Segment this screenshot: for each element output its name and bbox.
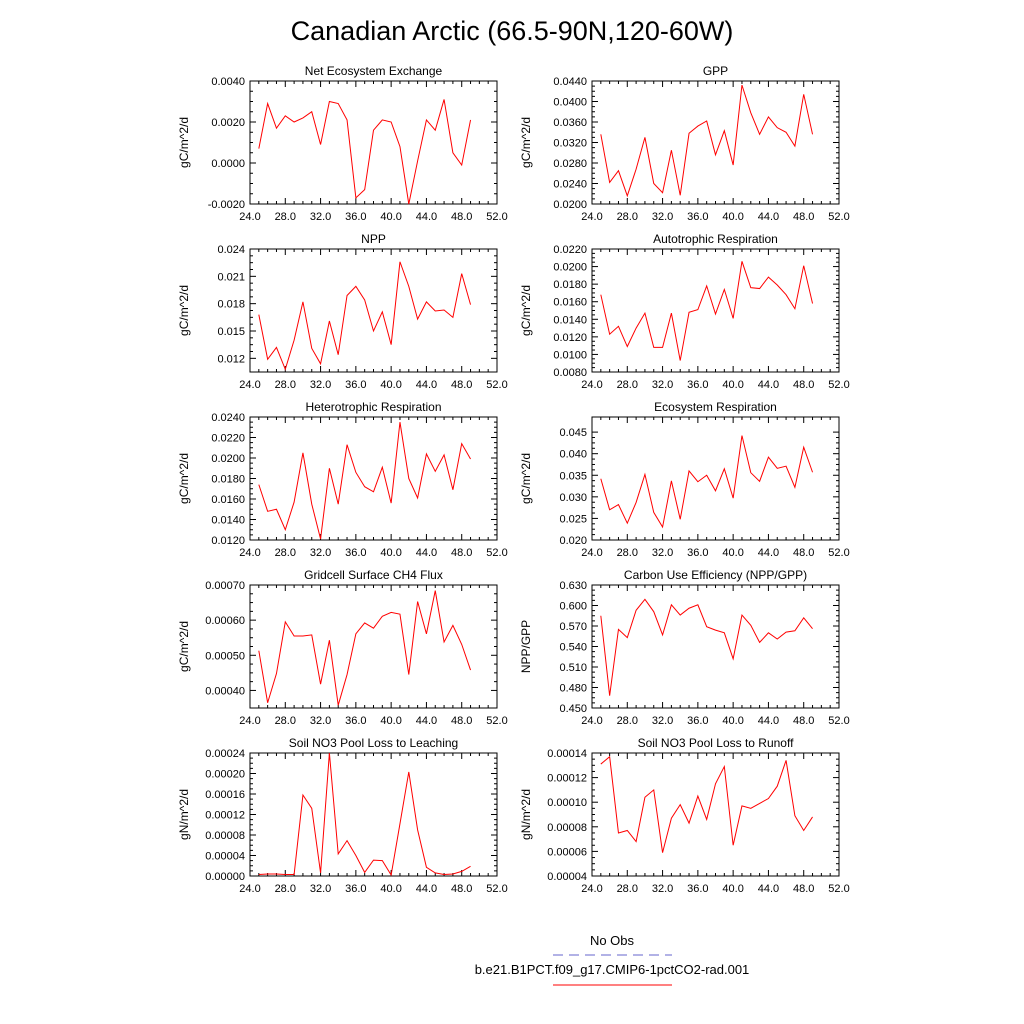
plot-frame [592, 753, 839, 876]
x-tick-label: 48.0 [451, 883, 473, 895]
y-tick-label: 0.020 [559, 535, 587, 547]
chart-panel-7 [177, 568, 508, 727]
y-axis-label: gC/m^2/d [519, 285, 533, 336]
x-tick-label: 28.0 [274, 715, 296, 727]
x-tick-label: 52.0 [828, 547, 850, 559]
x-tick-label: 24.0 [239, 211, 261, 223]
x-tick-label: 28.0 [274, 883, 296, 895]
series-line [259, 262, 471, 370]
x-tick-label: 40.0 [722, 379, 744, 391]
y-tick-label: 0.00000 [205, 871, 245, 883]
y-tick-label: 0.040 [559, 448, 587, 461]
y-tick-label: 0.012 [217, 353, 245, 366]
plot-frame [592, 249, 839, 372]
x-tick-label: 44.0 [757, 547, 780, 559]
x-tick-label: 32.0 [309, 715, 332, 727]
chart-panel-8 [519, 568, 850, 727]
plot-frame [250, 417, 497, 540]
x-tick-label: 48.0 [451, 211, 473, 223]
y-tick-label: 0.630 [559, 580, 587, 592]
y-tick-label: -0.0020 [207, 199, 245, 211]
x-tick-label: 24.0 [581, 211, 603, 223]
x-tick-label: 48.0 [793, 547, 815, 559]
x-tick-label: 48.0 [451, 379, 473, 391]
y-tick-label: 0.024 [217, 244, 245, 256]
x-tick-label: 24.0 [239, 379, 261, 391]
y-axis-label: gC/m^2/d [177, 453, 191, 504]
series-line [601, 261, 813, 360]
x-tick-label: 28.0 [616, 715, 638, 727]
x-tick-label: 32.0 [309, 379, 332, 391]
y-axis-label: gC/m^2/d [177, 285, 191, 336]
panel-title: NPP [361, 232, 386, 246]
panel-title: Net Ecosystem Exchange [304, 64, 443, 78]
series-line [259, 422, 471, 539]
x-tick-label: 40.0 [380, 715, 402, 727]
chart-panel-9 [177, 736, 508, 895]
x-tick-label: 44.0 [757, 211, 780, 223]
plot-frame [250, 753, 497, 876]
y-tick-label: 0.030 [559, 491, 587, 504]
y-tick-label: 0.480 [559, 682, 587, 695]
x-tick-label: 40.0 [380, 547, 402, 559]
y-axis-label: gN/m^2/d [519, 789, 533, 840]
panel-title: Carbon Use Efficiency (NPP/GPP) [623, 568, 808, 582]
plot-frame [592, 81, 839, 204]
x-tick-label: 36.0 [687, 211, 709, 223]
y-tick-label: 0.0220 [553, 244, 587, 256]
x-tick-label: 28.0 [616, 211, 638, 223]
y-tick-label: 0.00004 [205, 850, 245, 863]
x-tick-label: 36.0 [687, 883, 709, 895]
y-tick-label: 0.021 [217, 271, 245, 284]
x-tick-label: 36.0 [687, 715, 709, 727]
y-tick-label: 0.0120 [211, 535, 245, 547]
x-tick-label: 28.0 [616, 883, 638, 895]
chart-panel-1 [177, 64, 508, 223]
x-tick-label: 44.0 [415, 715, 438, 727]
y-tick-label: 0.00012 [205, 809, 245, 822]
x-tick-label: 40.0 [380, 211, 402, 223]
y-tick-label: 0.0280 [553, 158, 587, 170]
chart-panel-3 [177, 232, 508, 391]
x-tick-label: 28.0 [274, 379, 296, 391]
x-tick-label: 52.0 [828, 883, 850, 895]
y-axis-label: gC/m^2/d [177, 117, 191, 168]
series-line [259, 99, 471, 204]
panel-title: Heterotrophic Respiration [305, 400, 442, 414]
x-tick-label: 52.0 [828, 715, 850, 727]
y-tick-label: 0.0000 [211, 158, 245, 170]
y-tick-label: 0.0080 [553, 367, 587, 379]
x-tick-label: 36.0 [345, 211, 367, 223]
y-tick-label: 0.045 [559, 427, 587, 440]
x-tick-label: 40.0 [380, 883, 402, 895]
y-tick-label: 0.0140 [553, 314, 587, 327]
x-tick-label: 52.0 [486, 883, 508, 895]
x-tick-label: 52.0 [486, 547, 508, 559]
x-tick-label: 44.0 [757, 715, 780, 727]
y-axis-label: gC/m^2/d [177, 621, 191, 672]
x-tick-label: 44.0 [415, 211, 438, 223]
x-tick-label: 48.0 [793, 379, 815, 391]
series-line [259, 753, 471, 875]
panel-title: Autotrophic Respiration [653, 232, 778, 246]
y-tick-label: 0.025 [559, 513, 587, 526]
y-tick-label: 0.0440 [553, 76, 587, 88]
x-tick-label: 48.0 [793, 211, 815, 223]
y-tick-label: 0.00060 [205, 615, 245, 628]
x-tick-label: 44.0 [415, 379, 438, 391]
y-tick-label: 0.540 [559, 641, 587, 654]
y-axis-label: NPP/GPP [519, 619, 533, 674]
y-tick-label: 0.0160 [553, 296, 587, 309]
x-tick-label: 24.0 [581, 379, 603, 391]
panel-title: Soil NO3 Pool Loss to Leaching [288, 736, 459, 750]
x-tick-label: 24.0 [239, 547, 261, 559]
panel-title: Soil NO3 Pool Loss to Runoff [637, 736, 794, 750]
y-axis-label: gC/m^2/d [519, 453, 533, 504]
series-line [601, 757, 813, 853]
x-tick-label: 28.0 [616, 547, 638, 559]
series-line [601, 599, 813, 695]
x-tick-label: 24.0 [581, 715, 603, 727]
x-tick-label: 36.0 [345, 379, 367, 391]
y-tick-label: 0.015 [217, 326, 245, 338]
x-tick-label: 24.0 [239, 883, 261, 895]
y-tick-label: 0.0320 [553, 137, 587, 150]
y-tick-label: 0.00004 [547, 871, 587, 883]
x-tick-label: 44.0 [757, 379, 780, 391]
y-tick-label: 0.00024 [205, 748, 245, 760]
x-tick-label: 28.0 [274, 547, 296, 559]
x-tick-label: 28.0 [274, 211, 296, 223]
chart-panel-2 [519, 64, 850, 223]
y-tick-label: 0.00010 [547, 797, 587, 810]
x-tick-label: 48.0 [451, 547, 473, 559]
y-tick-label: 0.00008 [205, 830, 245, 842]
x-tick-label: 24.0 [581, 883, 603, 895]
y-tick-label: 0.00006 [547, 846, 587, 859]
x-tick-label: 48.0 [451, 715, 473, 727]
series-line [601, 436, 813, 527]
x-tick-label: 44.0 [415, 883, 438, 895]
y-tick-label: 0.018 [217, 298, 245, 311]
y-tick-label: 0.0140 [211, 514, 245, 527]
legend [475, 933, 750, 985]
y-axis-label: gC/m^2/d [519, 117, 533, 168]
y-tick-label: 0.0400 [553, 96, 587, 109]
y-tick-label: 0.0160 [211, 494, 245, 506]
x-tick-label: 40.0 [380, 379, 402, 391]
chart-panel-10 [519, 736, 850, 895]
x-tick-label: 36.0 [345, 715, 367, 727]
x-tick-label: 24.0 [581, 547, 603, 559]
y-axis-label: gN/m^2/d [177, 789, 191, 840]
chart-panel-5 [177, 400, 508, 559]
y-tick-label: 0.00016 [205, 789, 245, 801]
x-tick-label: 52.0 [486, 379, 508, 391]
legend-obs-label: No Obs [589, 933, 635, 948]
panel-title: Ecosystem Respiration [654, 400, 777, 414]
x-tick-label: 44.0 [415, 547, 438, 559]
x-tick-label: 40.0 [722, 211, 744, 223]
y-tick-label: 0.0360 [553, 117, 587, 129]
y-tick-label: 0.0200 [553, 199, 587, 211]
plot-frame [592, 417, 839, 540]
x-tick-label: 40.0 [722, 715, 744, 727]
y-tick-label: 0.00050 [205, 650, 245, 663]
series-line [259, 591, 471, 706]
series-line [601, 85, 813, 196]
x-tick-label: 32.0 [651, 715, 674, 727]
x-tick-label: 36.0 [687, 379, 709, 391]
x-tick-label: 32.0 [309, 883, 332, 895]
y-tick-label: 0.00012 [547, 772, 587, 785]
legend-case-label: b.e21.B1PCT.f09_g17.CMIP6-1pctCO2-rad.001 [474, 962, 750, 977]
y-tick-label: 0.570 [559, 621, 587, 633]
y-tick-label: 0.00014 [547, 748, 587, 760]
x-tick-label: 36.0 [345, 883, 367, 895]
x-tick-label: 40.0 [722, 547, 744, 559]
y-tick-label: 0.450 [559, 703, 587, 715]
x-tick-label: 44.0 [757, 883, 780, 895]
page-title: Canadian Arctic (66.5-90N,120-60W) [290, 16, 734, 46]
y-tick-label: 0.0200 [553, 261, 587, 274]
x-tick-label: 52.0 [828, 379, 850, 391]
y-tick-label: 0.00020 [205, 768, 245, 781]
y-tick-label: 0.600 [559, 600, 587, 613]
x-tick-label: 40.0 [722, 883, 744, 895]
panels [177, 64, 850, 895]
y-tick-label: 0.0200 [211, 453, 245, 465]
plot-frame [250, 249, 497, 372]
y-tick-label: 0.0040 [211, 76, 245, 88]
y-tick-label: 0.00070 [205, 580, 245, 592]
y-tick-label: 0.0220 [211, 432, 245, 445]
x-tick-label: 48.0 [793, 715, 815, 727]
y-tick-label: 0.0100 [553, 349, 587, 362]
y-tick-label: 0.0180 [211, 473, 245, 486]
x-tick-label: 32.0 [309, 211, 332, 223]
y-tick-label: 0.00008 [547, 821, 587, 834]
x-tick-label: 32.0 [651, 379, 674, 391]
y-tick-label: 0.035 [559, 470, 587, 483]
x-tick-label: 32.0 [651, 547, 674, 559]
x-tick-label: 36.0 [345, 547, 367, 559]
x-tick-label: 32.0 [309, 547, 332, 559]
y-tick-label: 0.0240 [211, 412, 245, 424]
plot-frame [250, 585, 497, 708]
x-tick-label: 52.0 [486, 715, 508, 727]
chart-panel-6 [519, 400, 850, 559]
x-tick-label: 48.0 [793, 883, 815, 895]
y-tick-label: 0.00040 [205, 685, 245, 698]
x-tick-label: 32.0 [651, 883, 674, 895]
x-tick-label: 32.0 [651, 211, 674, 223]
x-tick-label: 36.0 [687, 547, 709, 559]
x-tick-label: 28.0 [616, 379, 638, 391]
x-tick-label: 52.0 [828, 211, 850, 223]
panel-title: Gridcell Surface CH4 Flux [304, 568, 443, 582]
x-tick-label: 24.0 [239, 715, 261, 727]
y-tick-label: 0.0180 [553, 279, 587, 292]
y-tick-label: 0.0240 [553, 178, 587, 191]
plot-frame [592, 585, 839, 708]
y-tick-label: 0.510 [559, 662, 587, 674]
y-tick-label: 0.0120 [553, 331, 587, 344]
x-tick-label: 52.0 [486, 211, 508, 223]
chart-panel-4 [519, 232, 850, 391]
panel-title: GPP [702, 64, 729, 78]
plot-frame [250, 81, 497, 204]
y-tick-label: 0.0020 [211, 117, 245, 129]
